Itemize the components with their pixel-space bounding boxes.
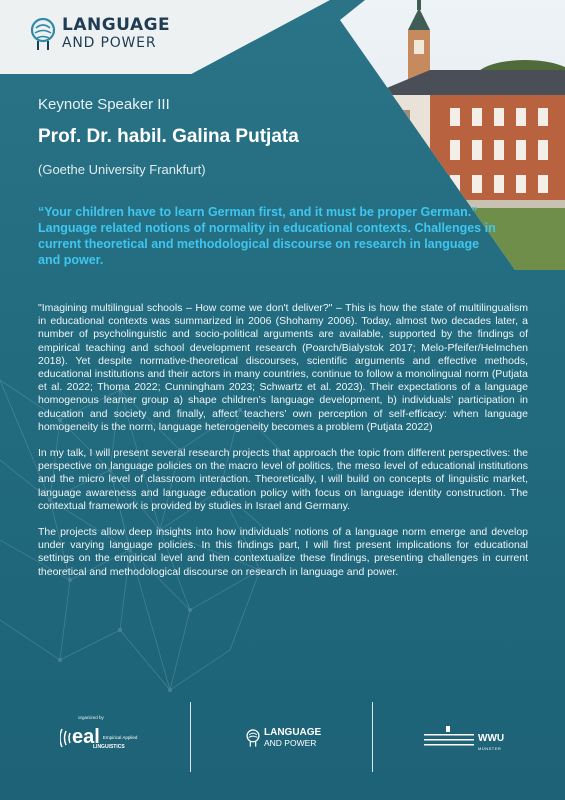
footer-brand-line1: LANGUAGE [264,727,322,738]
eal-mark: eal [72,726,100,748]
footer-brand-line2: AND POWER [264,738,317,748]
eal-linguistics: LINGUISTICS [93,744,125,750]
organized-by-label: organized by [78,715,104,720]
abstract-paragraph: The projects allow deep insights into how individuals’ notions of a language norm emerge and develop under varying language policies. In this findings part, I will first present implications for educational settings on the empirical level and then contextualize these findings, presenting challenges in current theoretical and methodological discourse on research in language and power. [38,526,528,578]
wwu-text: WWU [478,733,505,744]
footer [0,700,565,800]
abstract-paragraph: In my talk, I will present several research projects that approach the topic from different perspectives: the perspective on language policies on the macro level of politics, the meso level of educational institutions and the micro level of classroom interaction. Theoretically, I will build on concepts of linguistic market, language awareness and language education policy with focus on language identity construction. The contextual framework is provided by studies in Israel and Germany. [38,447,528,512]
speaker-name: Prof. Dr. habil. Galina Putjata [38,126,299,147]
speaker-kicker: Keynote Speaker III [38,96,170,113]
brand-line2: AND POWER [62,35,157,51]
talk-subtitle: Language related notions of normality in educational contexts. Challenges in current theoretical and methodological discourse on research in language and power. [38,221,496,267]
talk-quote: “Your children have to learn German first, and it must be proper German.” [38,205,478,219]
brand-logo[interactable] [30,16,170,52]
abstract [38,302,528,592]
footer-divider [190,702,191,772]
university-building-icon [424,726,474,750]
speaker-affiliation: (Goethe University Frankfurt) [38,162,206,177]
wwu-subtext: MÜNSTER [478,746,502,751]
wwu-logo[interactable] [424,726,505,754]
eal-logo[interactable] [60,726,137,749]
footer-divider [372,702,373,772]
abstract-paragraph: "Imagining multilingual schools – How come we don't deliver?" – This is how the state of multilingualism in educational contexts was summarized in 2006 (Shohamy 2006). Today, almost two decades later, a number of psycholinguistic and socio-political arguments are available, supported by the findings of empirical teaching and school development research (Poarch/Bialystok 2017; Melo-Pfeifer/Helmchen 2018). Yet despite normative-theoretical discourses, scientific arguments and effective methods, educational institutions and their actors in many countries, continue to follow a monolingual norm (Putjata et al. 2022; Thoma 2022; Cunningham 2023; Schwartz et al. 2023). Their expectations of a language homogenous learner group a) shape children’s language development, b) individuals’ participation in education and society and finally, affect teachers’ own perception of self-efficacy: when language homogeneity is the norm, language heterogeneity becomes a problem (Putjata 2022) [38,302,528,433]
talk-title [38,204,498,268]
head-globe-icon [246,728,260,748]
brand-line1: LANGUAGE [62,15,171,35]
head-globe-icon [30,16,56,52]
footer-brand-logo[interactable] [246,727,321,748]
eal-small-text: Empirical Applied [102,735,138,740]
sound-wave-icon [60,727,72,749]
